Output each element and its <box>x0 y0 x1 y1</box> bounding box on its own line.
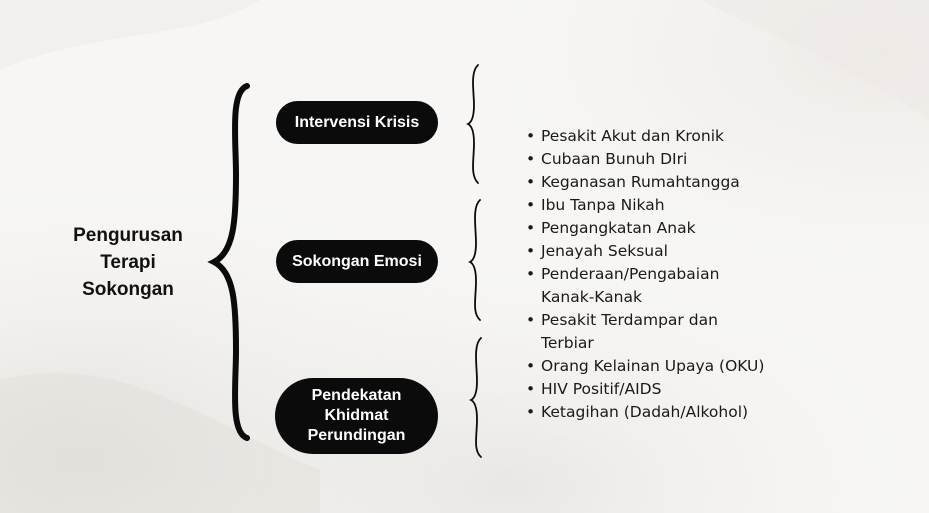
list-item <box>526 355 921 378</box>
bullet-icon: • <box>526 242 536 260</box>
list-item-text-continued: Terbiar <box>541 334 594 352</box>
main-title-line: Terapi <box>100 252 156 273</box>
list-item <box>526 378 921 401</box>
bullet-icon: • <box>526 127 536 145</box>
main-title <box>42 222 214 303</box>
list-item-text: Pengangkatan Anak <box>541 219 696 237</box>
list-item-text: Pesakit Terdampar dan <box>541 311 718 329</box>
pill-label: Intervensi Krisis <box>294 113 420 131</box>
list-item-text: Pesakit Akut dan Kronik <box>541 127 724 145</box>
pill-label: Pendekatan <box>311 387 402 404</box>
bullet-icon: • <box>526 196 536 214</box>
bullet-icon: • <box>526 173 536 191</box>
list-item <box>526 309 921 355</box>
bullet-icon: • <box>526 380 536 398</box>
list-item <box>526 217 921 240</box>
list-item-text: Keganasan Rumahtangga <box>541 173 740 191</box>
list-item <box>526 171 921 194</box>
pill-label: Sokongan Emosi <box>292 252 422 270</box>
bullet-icon: • <box>526 219 536 237</box>
list-item <box>526 240 921 263</box>
list-item-text: Ibu Tanpa Nikah <box>541 196 665 214</box>
main-title-line: Pengurusan <box>73 225 183 246</box>
list-item-text: Jenayah Seksual <box>541 242 668 260</box>
pill-label: Perundingan <box>307 427 406 444</box>
bullet-list <box>526 125 921 424</box>
bullet-icon: • <box>526 265 536 283</box>
list-item <box>526 194 921 217</box>
bullet-icon: • <box>526 150 536 168</box>
list-item <box>526 401 921 424</box>
category-pill-intervensi-krisis <box>276 101 438 144</box>
category-pill-sokongan-emosi <box>276 240 438 283</box>
bullet-icon: • <box>526 311 536 329</box>
list-item-text: Ketagihan (Dadah/Alkohol) <box>541 403 749 421</box>
list-item-text: Orang Kelainan Upaya (OKU) <box>541 357 765 375</box>
category-pill-pendekatan-khidmat-perundingan <box>275 378 438 454</box>
list-item <box>526 263 921 309</box>
list-item <box>526 148 921 171</box>
list-item-text: HIV Positif/AIDS <box>541 380 662 398</box>
list-item-text: Penderaan/Pengabaian <box>541 265 720 283</box>
pill-label: Khidmat <box>324 407 389 424</box>
list-item-text: Cubaan Bunuh DIri <box>541 150 688 168</box>
list-item-text-continued: Kanak-Kanak <box>541 288 642 306</box>
bullet-icon: • <box>526 357 536 375</box>
main-title-line: Sokongan <box>82 279 174 300</box>
bullet-icon: • <box>526 403 536 421</box>
list-item <box>526 125 921 148</box>
